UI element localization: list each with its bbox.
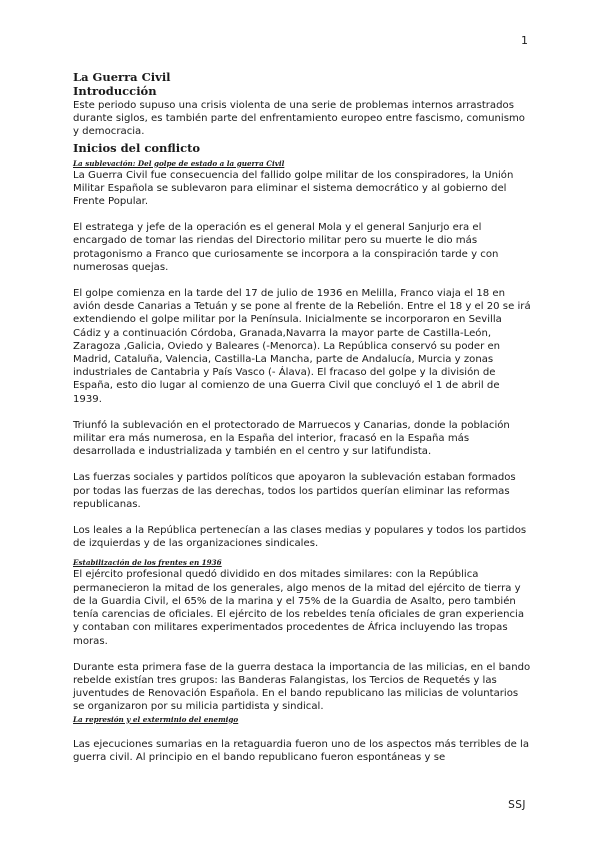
intro-paragraph: Este periodo supuso una crisis violenta de una serie de problemas internos arrastrados durante siglos, es también parte del enfrentamiento europeo entre fascismo, comunismo y democracia. [73, 100, 525, 138]
paragraph: Triunfó la sublevación en el protectorado de Marruecos y Canarias, donde la población militar era más numerosa, en la España del interior, fracasó en la España más desarrollada e industrializada y también en el centro y sur latifundista. [73, 419, 510, 458]
paragraph: Las ejecuciones sumarias en la retaguardia fueron uno de los aspectos más terribles de la guerra civil. Al principio en el bando republicano fueron espontáneas y se [73, 738, 530, 763]
section-heading-inicios: Inicios del conflicto [73, 140, 201, 155]
footer-initials: SSJ [508, 799, 526, 811]
document-title: La Guerra Civil [73, 70, 171, 84]
subheading-estabilizacion: Estabilización de los frentes en 1936 [73, 558, 222, 568]
paragraph: Durante esta primera fase de la guerra destaca la importancia de las milicias, en el bando rebelde existían tres grupos: las Banderas Falangistas, los Tercios de Requetés y las juventudes de Renovación Española. En el bando republicano las milicias de voluntarios se organizaron por su milicia partidista y sindical. [73, 661, 531, 713]
paragraph: El golpe comienza en la tarde del 17 de julio de 1936 en Melilla, Franco viaja el 18 en avión desde Canarias a Tetuán y se pone al frente de la Rebelión. Entre el 18 y el 20 se irá extendiendo el golpe militar por la Península. Inicialmente se incorporaron en Sevilla Cádiz y a continuación Córdoba, Granada,Navarra la mayor parte de Castilla-León, Zaragoza ,Galicia, Oviedo y Baleares (-Menorca). La República conservó su poder en Madrid, Cataluña, Valencia, Castilla-La Mancha, parte de Andalucía, Murcia y zonas industriales de Cantabria y País Vasco (- Álava). El fracaso del golpe y la división de España, esto dio lugar al comienzo de una Guerra Civil que concluyó el 1 de abril de 1939. [73, 288, 531, 405]
subheading-represion: La represión y el exterminio del enemigo [73, 714, 239, 724]
paragraph: Los leales a la República pertenecían a las clases medias y populares y todos los partidos de izquierdas y de las organizaciones sindicales. [73, 525, 527, 550]
paragraph: El estratega y jefe de la operación es el general Mola y el general Sanjurjo era el encargado de tomar las riendas del Directorio militar pero su muerte le dio más protagonismo a Franco que curiosamente se incorpora a la conspiración tarde y con numerosas quejas. [73, 222, 499, 273]
page-number: 1 [521, 34, 528, 47]
intro-heading: Introducción [73, 84, 157, 98]
paragraph: La Guerra Civil fue consecuencia del fallido golpe militar de los conspiradores, la Unión Militar Española se sublevaron para eliminar el sistema democrático y al gobierno del Frente Popular. [73, 169, 514, 208]
paragraph: Las fuerzas sociales y partidos políticos que apoyaron la sublevación estaban formados por todas las fuerzas de las derechas, todos los partidos querían eliminar las reformas republicanas. [73, 472, 516, 510]
document-body [73, 71, 531, 764]
paragraph: El ejército profesional quedó dividido en dos mitades similares: con la República permanecieron la mitad de los generales, algo menos de la mitad del ejército de tierra y de la Guardia Civil, el 65% de la marina y el 75% de la Guardia de Asalto, pero también tenía carencias de oficiales. El ejército de los rebeldes tenía oficiales de gran experiencia y contaban con militares experimentados procedentes de África incluyendo las tropas moras. [73, 569, 524, 647]
subheading-sublevacion: La sublevación: Del golpe de estado a la guerra Civil [73, 158, 285, 168]
